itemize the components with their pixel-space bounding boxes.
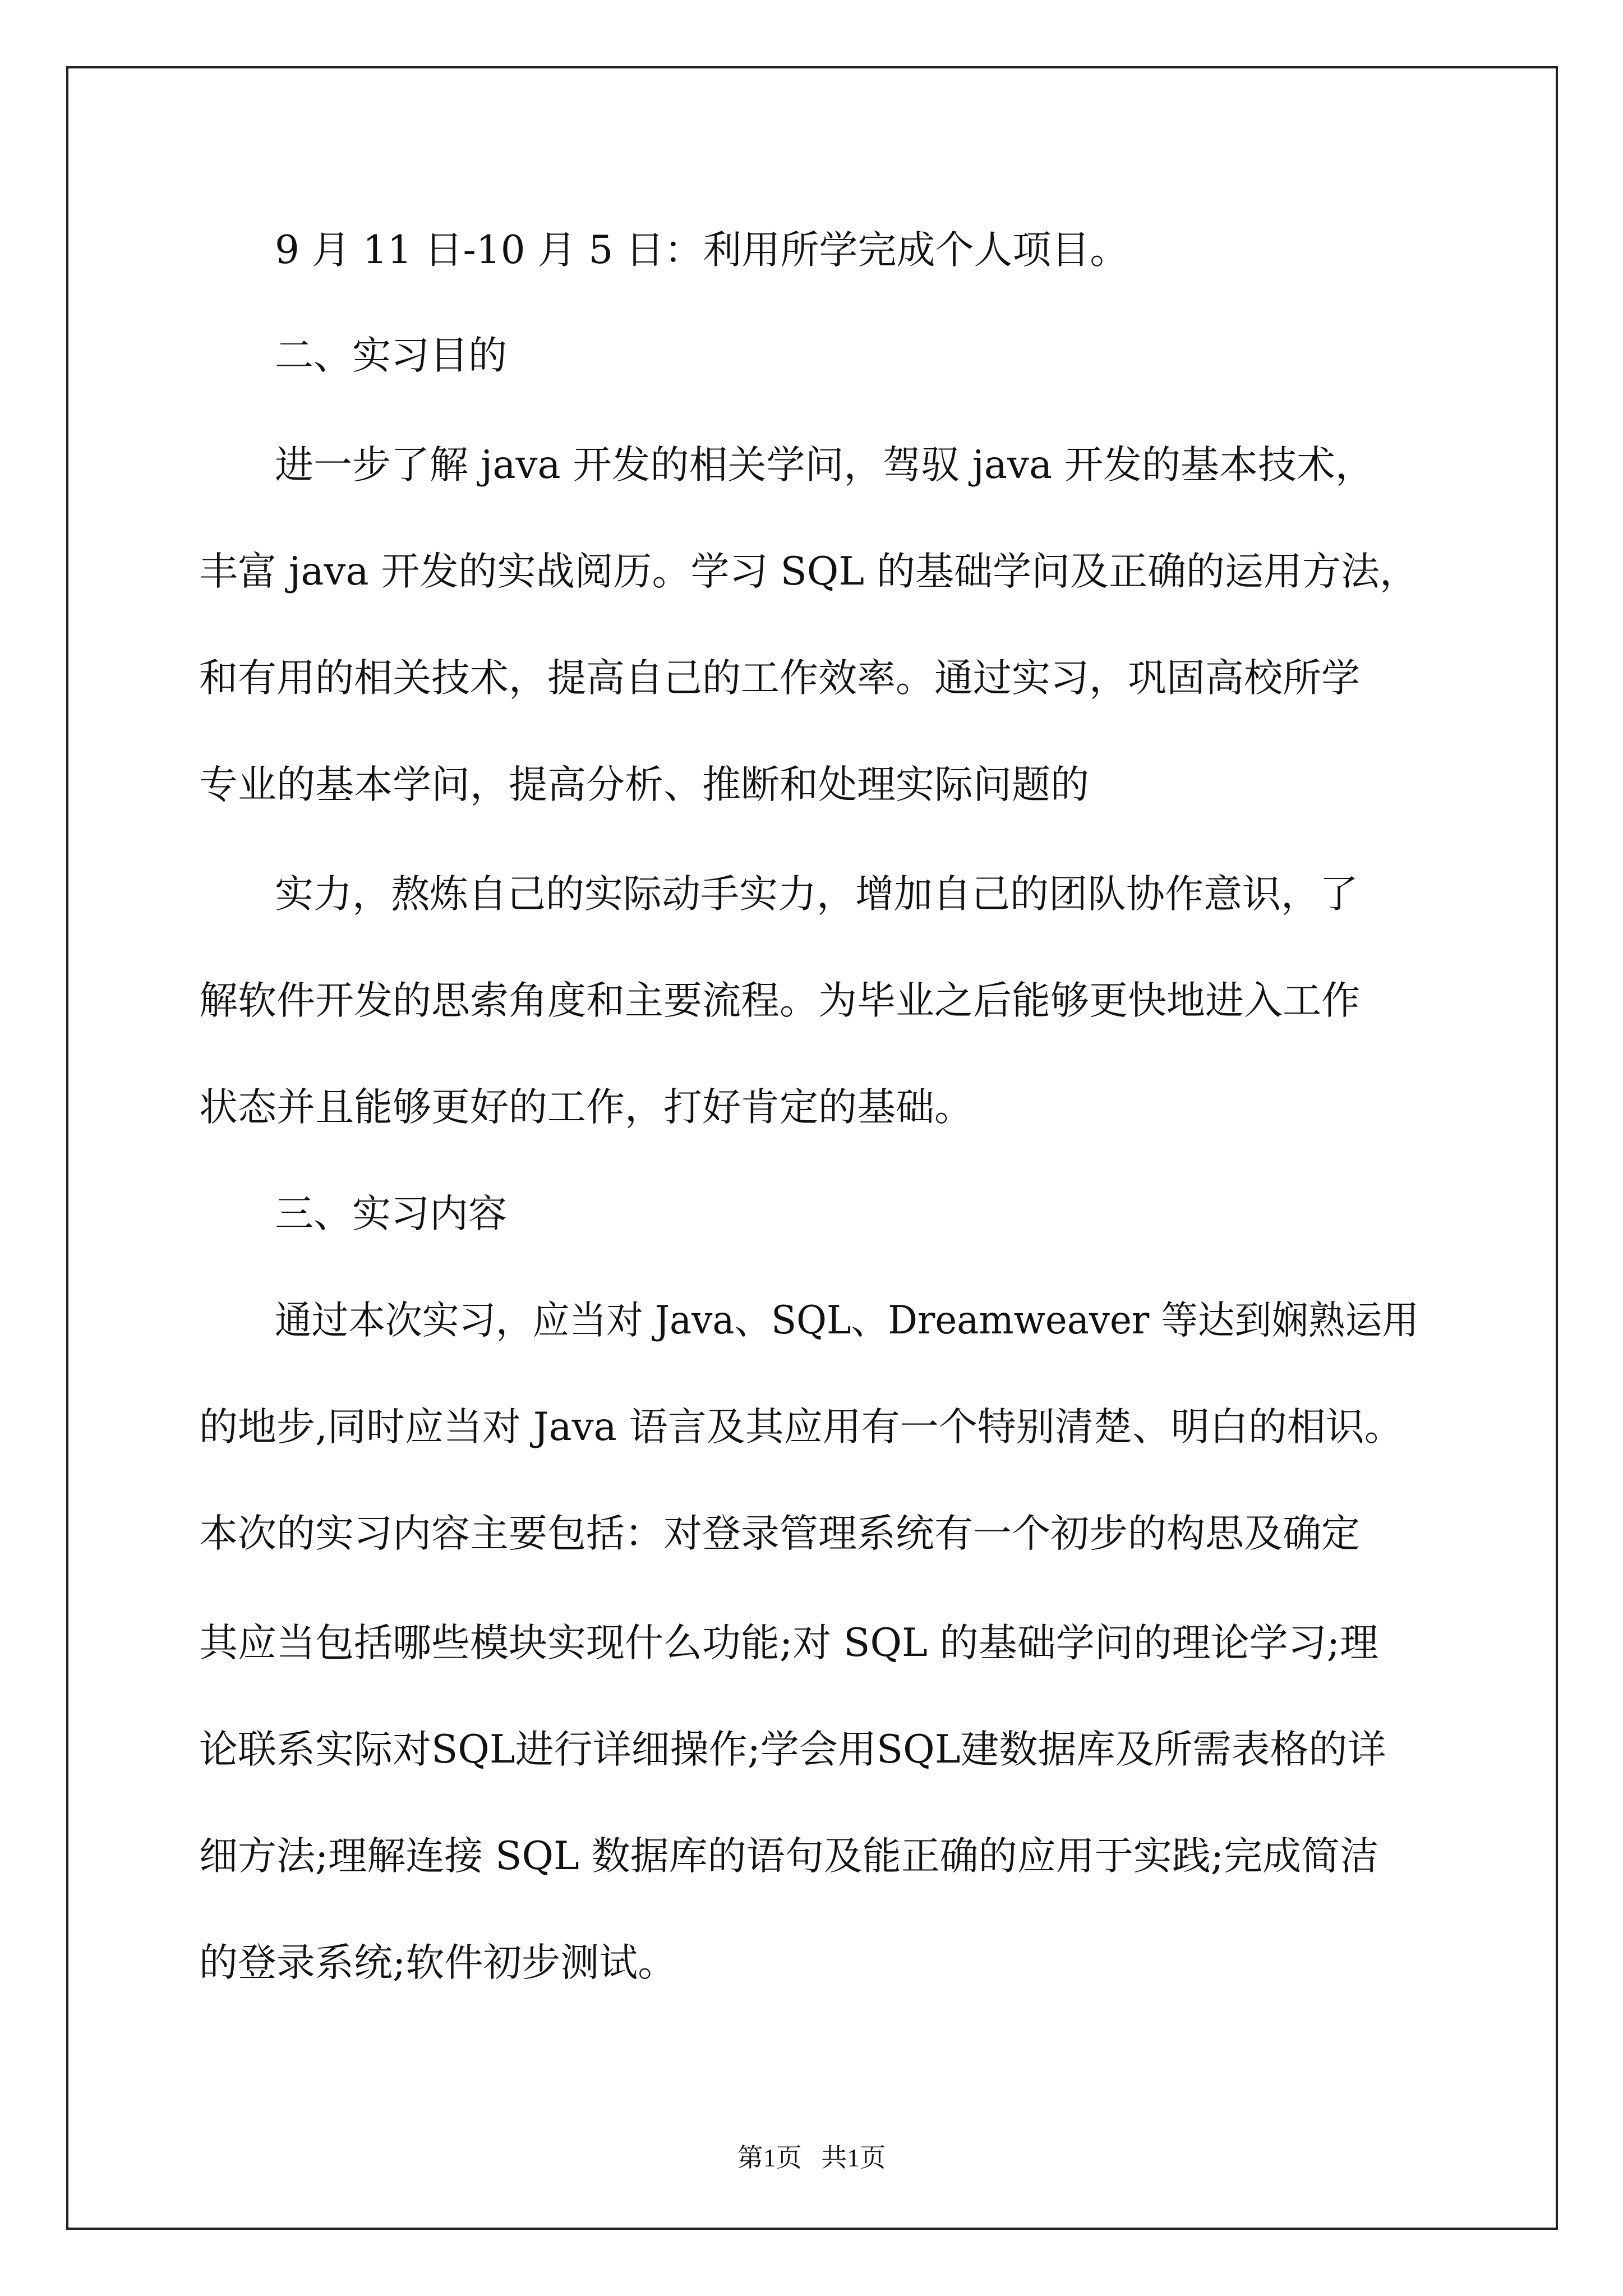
body-line: 9 月 11 日-10 月 5 日：利用所学完成个人项目。 <box>275 228 1129 273</box>
body-line: 专业的基本学问，提高分析、推断和处理实际问题的 <box>199 762 1089 807</box>
body-line: 和有用的相关技术，提高自己的工作效率。通过实习，巩固高校所学 <box>199 656 1360 701</box>
body-line: 实力，熬炼自己的实际动手实力，增加自己的团队协作意识，了 <box>275 872 1358 917</box>
body-line: 论联系实际对SQL进行详细操作;学会用SQL建数据库及所需表格的详 <box>199 1727 1386 1772</box>
body-line: 丰富 java 开发的实战阅历。学习 SQL 的基础学问及正确的运用方法， <box>199 549 1419 594</box>
section-heading: 三、实习内容 <box>275 1191 507 1236</box>
body-line: 的地步,同时应当对 Java 语言及其应用有一个特别清楚、明白的相识。 <box>199 1405 1403 1450</box>
body-line: 细方法;理解连接 SQL 数据库的语句及能正确的应用于实践;完成简洁 <box>199 1834 1379 1879</box>
section-heading: 二、实习目的 <box>275 333 507 378</box>
page-number-footer: 第1页 共1页 <box>737 2143 886 2172</box>
body-line: 的登录系统;软件初步测试。 <box>199 1940 677 1985</box>
body-line: 通过本次实习，应当对 Java、SQL、Dreamweaver 等达到娴熟运用 <box>275 1298 1419 1343</box>
body-line: 本次的实习内容主要包括：对登录管理系统有一个初步的构思及确定 <box>199 1511 1360 1556</box>
body-line: 其应当包括哪些模块实现什么功能;对 SQL 的基础学问的理论学习;理 <box>199 1621 1379 1665</box>
body-line: 解软件开发的思索角度和主要流程。为毕业之后能够更快地进入工作 <box>199 978 1360 1023</box>
body-line: 状态并且能够更好的工作，打好肯定的基础。 <box>199 1085 973 1130</box>
body-line: 进一步了解 java 开发的相关学问，驾驭 java 开发的基本技术， <box>275 443 1375 487</box>
page-border <box>66 66 1558 2230</box>
